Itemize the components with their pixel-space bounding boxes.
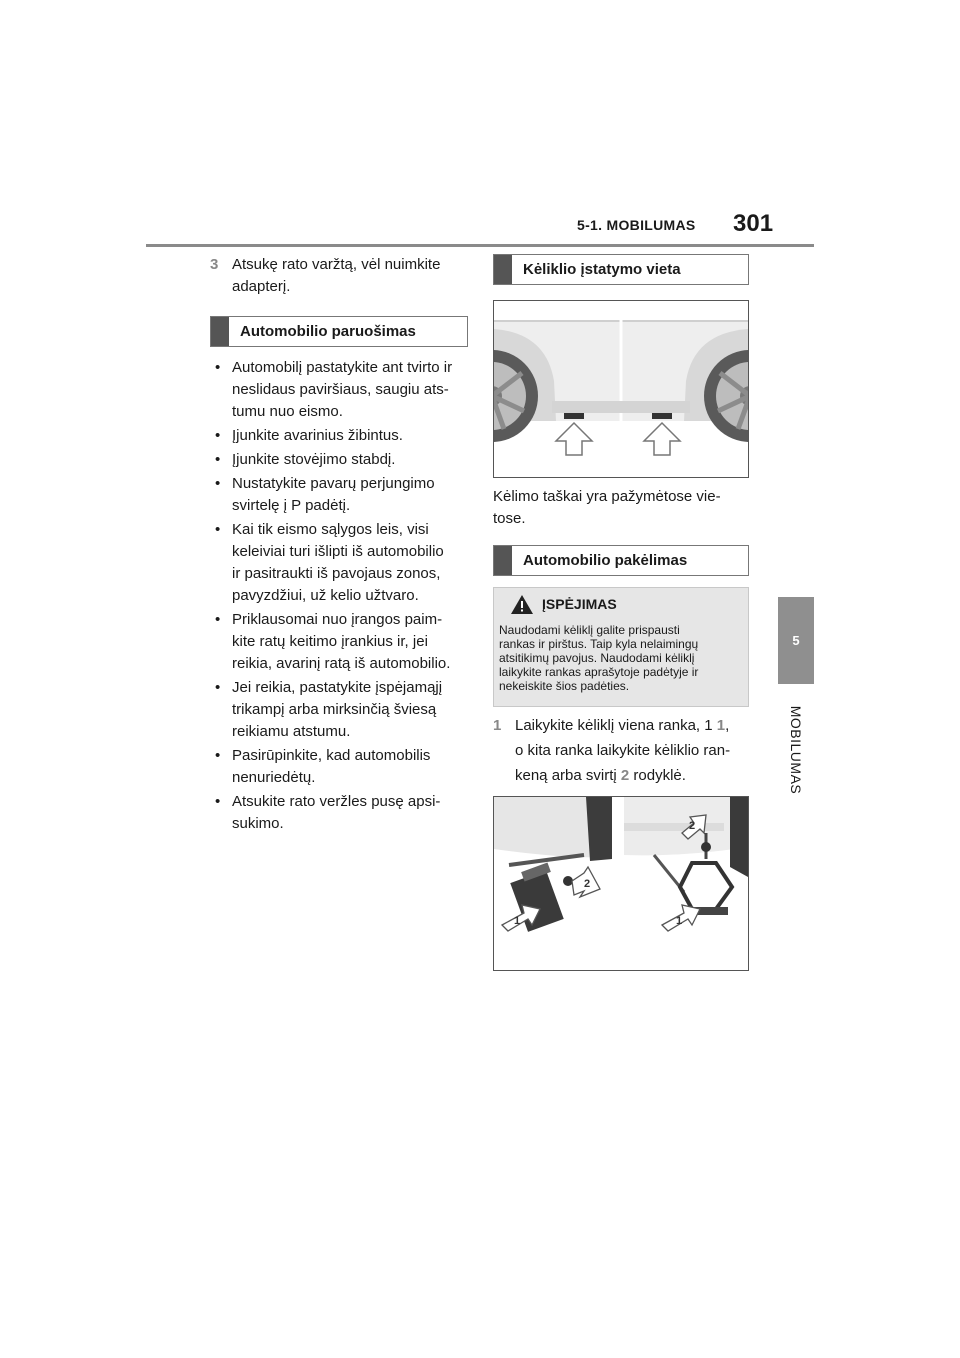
preparation-list bbox=[210, 357, 468, 837]
step-1-line2: o kita ranka laikykite kėliklio ran- bbox=[515, 742, 731, 759]
step-1-number: 1 bbox=[493, 717, 502, 734]
warning-line: nekeiskite šios padėties. bbox=[499, 679, 630, 693]
heading-vehicle-preparation bbox=[210, 316, 468, 347]
preparation-list-item bbox=[210, 519, 468, 607]
list-item-line: • Automobilį pastatykite ant tvirto ir bbox=[232, 359, 453, 376]
jack-usage-image bbox=[494, 797, 748, 970]
warning-line: Naudodami kėliklį galite prispausti bbox=[499, 623, 680, 637]
warning-box bbox=[493, 587, 749, 707]
jacking-points-caption bbox=[493, 486, 749, 530]
heading-marker bbox=[494, 546, 512, 575]
warning-triangle-icon bbox=[510, 594, 534, 615]
step-1-line1-text: Laikykite kėliklį viena ranka, 1 bbox=[515, 717, 717, 734]
figure-label: 2 bbox=[689, 820, 696, 832]
list-item-line: nenuriedėtų. bbox=[232, 769, 316, 786]
warning-line: rankas ir pirštus. Taip kyla nelaimingų bbox=[499, 637, 699, 651]
list-item-line: trikampį arba mirksinčią šviesą bbox=[232, 701, 437, 718]
warning-title: ĮSPĖJIMAS bbox=[542, 596, 617, 612]
heading-text: Automobilio paruošimas bbox=[240, 323, 416, 340]
chapter-side-label bbox=[778, 690, 814, 810]
caption-line2: tose. bbox=[493, 510, 526, 527]
jacking-points-figure bbox=[493, 300, 749, 478]
step-1-line3-text: keną arba svirtį bbox=[515, 767, 621, 784]
list-item-line: • Nustatykite pavarų perjungimo bbox=[232, 475, 435, 492]
heading-text: Kėliklio įstatymo vieta bbox=[523, 261, 681, 278]
page-number: 301 bbox=[733, 210, 774, 237]
step-3 bbox=[210, 254, 468, 298]
step-3-line2: adapterį. bbox=[232, 278, 291, 295]
caption-line1: Kėlimo taškai yra pažymėtose vie- bbox=[493, 488, 721, 505]
warning-line: laikykite rankas aprašytoje padėtyje ir bbox=[499, 665, 699, 679]
list-item-line: • Priklausomai nuo įrangos paim- bbox=[232, 611, 443, 628]
header-rule bbox=[146, 244, 814, 247]
warning-text bbox=[499, 623, 743, 693]
list-item-line: tumu nuo eismo. bbox=[232, 403, 343, 420]
list-item-line: svirtelę į P padėtį. bbox=[232, 497, 351, 514]
list-item-line: keleiviai turi išlipti iš automobilio bbox=[232, 543, 444, 560]
list-item-line: sukimo. bbox=[232, 815, 284, 832]
preparation-list-item bbox=[210, 473, 468, 517]
preparation-list-item bbox=[210, 677, 468, 743]
step-1 bbox=[493, 715, 749, 787]
list-item-line: reikiamu atstumu. bbox=[232, 723, 351, 740]
list-item-line: • Pasirūpinkite, kad automobilis bbox=[232, 747, 431, 764]
list-item-line: • Įjunkite stovėjimo stabdį. bbox=[232, 451, 396, 468]
heading-marker bbox=[211, 317, 229, 346]
step-1-line1-end: , bbox=[725, 717, 730, 734]
heading-text: Automobilio pakėlimas bbox=[523, 552, 688, 569]
list-item-line: neslidaus paviršiaus, saugiu ats- bbox=[232, 381, 449, 398]
warning-line: atsitikimų pavojus. Naudodami kėliklį bbox=[499, 651, 695, 665]
figure-label: 1 bbox=[514, 915, 521, 927]
list-item-line: ir pasitraukti iš pavojaus zonos, bbox=[232, 565, 441, 582]
step-3-number: 3 bbox=[210, 256, 219, 273]
list-item-line: reikia, avarinį ratą iš automobilio. bbox=[232, 655, 451, 672]
figure-label: 2 bbox=[584, 878, 591, 890]
preparation-list-item bbox=[210, 791, 468, 835]
step-1-ref-1: 1 bbox=[716, 717, 726, 734]
preparation-list-item bbox=[210, 449, 468, 471]
preparation-list-item bbox=[210, 745, 468, 789]
list-item-line: kite ratų keitimo įrankius ir, jei bbox=[232, 633, 428, 650]
list-item-line: • Jei reikia, pastatykite įspėjamąjį bbox=[232, 679, 443, 696]
list-item-line: pavyzdžiui, už kelio užtvaro. bbox=[232, 587, 419, 604]
step-1-line1 bbox=[515, 715, 749, 737]
preparation-list-item bbox=[210, 357, 468, 423]
heading-marker bbox=[494, 255, 512, 284]
chapter-side-label-text: MOBILUMAS bbox=[788, 705, 804, 795]
heading-lifting-vehicle bbox=[493, 545, 749, 576]
jacking-points-image bbox=[494, 301, 748, 477]
jack-usage-figure bbox=[493, 796, 749, 971]
step-1-ref-2: 2 bbox=[620, 767, 630, 784]
preparation-list-item bbox=[210, 425, 468, 447]
heading-jack-position bbox=[493, 254, 749, 285]
list-item-line: • Įjunkite avarinius žibintus. bbox=[232, 427, 403, 444]
section-title: 5-1. MOBILUMAS bbox=[577, 217, 696, 233]
list-item-line: • Kai tik eismo sąlygos leis, visi bbox=[232, 521, 429, 538]
chapter-tab: 5 bbox=[778, 597, 814, 684]
list-item-line: • Atsukite rato veržles pusę apsi- bbox=[232, 793, 441, 810]
figure-label: 1 bbox=[676, 915, 683, 927]
step-1-line3-end: rodyklė. bbox=[629, 767, 686, 784]
step-1-line3 bbox=[515, 765, 749, 787]
step-3-line1: Atsukę rato varžtą, vėl nuimkite bbox=[232, 256, 441, 273]
preparation-list-item bbox=[210, 609, 468, 675]
